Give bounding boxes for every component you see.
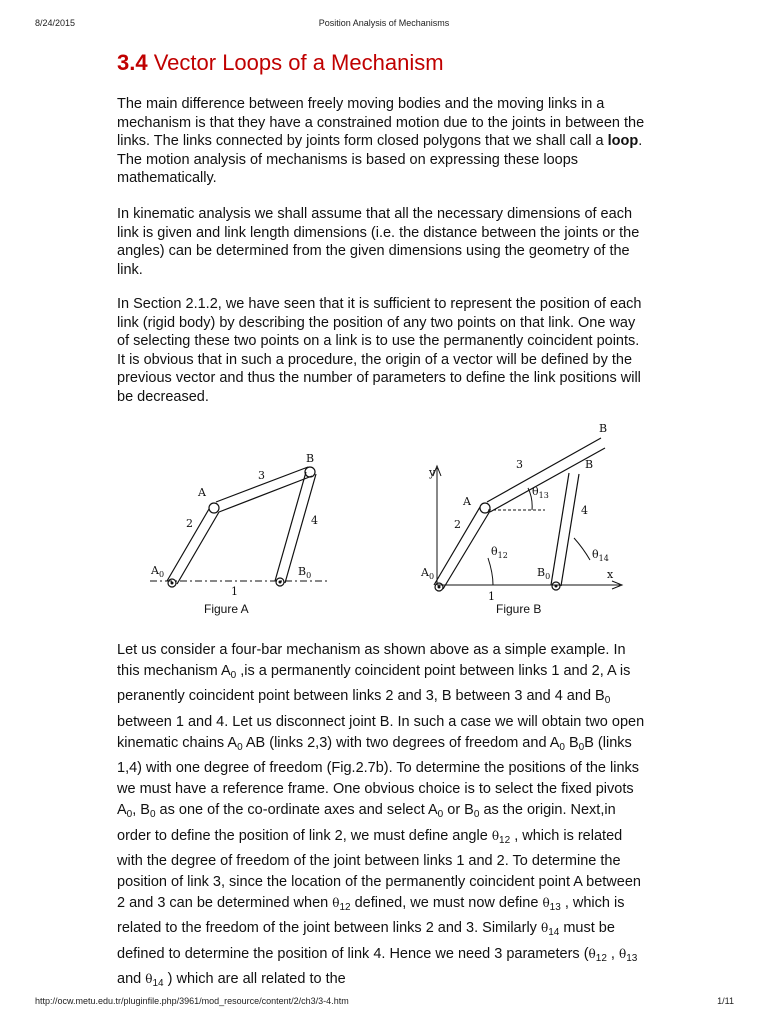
paragraph-4: Let us consider a four-bar mechanism as shown above as a simple example. In this mechanism $A_0$ ,is a permanently coincident point between links 1 and 2, A is peranently coincident point between links 2 and 3, B between 3 and 4 and $B_0$ between 1 and 4. Let us disconnect joint B. In such a case we will obtain two open kinematic chains $A_0$ AB (links 2,3) with two degrees of freedom and $A_0$ $B_0B$ (links 1,4) with one degree of freedom (Fig.2.7b). To determine the positions of the links we must have a reference frame. One obvious choice is to select the fixed pivots $A_0$, $B_0$ as one of the co-ordinate axes and select $A_0$ or $B_0$ as the origin. Next,in order to define the position of link 2, we must define angle $\theta_{12}$ , which is related with the degree of freedom of the joint between links 1 and 2. To determine the position of link 3, since the location of the permanently coincident point A between 2 and 3 can be determined when $\theta_{12}$ defined, we must now define $\theta_{13}$ , which is related to the freedom of the joint between links 2 and 3. Similarly $\theta_{14}$ must be defined to determine the position of link 4. Hence we need 3 parameters ($\theta_{12}$ , $\theta_{13}$ and $\theta_{14}$ ) which are all related to the [117,642,645,989]
label-b-link-4: 4 [581,504,588,517]
label-x-axis: x [607,568,614,581]
figure-a-caption: Figure A [204,602,249,616]
label-y-axis: y [429,466,436,479]
label-theta-13: $\theta_{13}$ [532,485,549,500]
header-date: 8/24/2015 [35,18,76,28]
label-b-link-3: 3 [516,458,523,471]
label-b0: $B_0$ [298,565,312,580]
figure-a-diagram [140,445,340,595]
figure-b-caption: Figure B [496,602,542,616]
label-b: B [306,452,315,465]
paragraph-1 [117,95,647,188]
section-number: 3.4 [117,50,148,75]
label-b-a0: $A_0$ [421,566,435,581]
section-heading [117,50,444,76]
section-title: Vector Loops of a Mechanism [153,50,444,75]
figure-b-diagram [415,418,635,603]
label-b-b0: $B_0$ [537,566,551,581]
label-link-3: 3 [258,469,265,482]
label-a0: $A_0$ [151,564,165,579]
label-b-b-right: B [585,458,594,471]
label-link-4: 4 [311,514,318,527]
label-theta-12: $\theta_{12}$ [491,545,508,560]
p1-text: The main difference between freely moving bodies and the moving links in a mechanism is that they have a constrained motion due to the joints in between the links. The links connected by joints form closed polygons that we shall call a [117,96,645,150]
label-a: A [198,486,206,499]
label-b-b-top: B [599,422,608,435]
header-page-title: Position Analysis of Mechanisms [318,18,450,28]
p1-text-end: . The motion analysis of mechanisms is based on expressing these loops mathematically. [117,133,643,187]
label-b-a: A [463,495,471,508]
paragraph-2: In kinematic analysis we shall assume that all the necessary dimensions of each link is given and link length dimensions (i.e. the distance between the joints or the angles) can be determined from the given dimensions using the geometry of the link. [117,206,640,278]
label-b-link-1: 1 [488,590,495,603]
p1-bold-loop: loop [607,133,639,150]
label-theta-14: $\theta_{14}$ [592,548,609,563]
label-link-1: 1 [231,585,238,595]
label-link-2: 2 [186,517,193,530]
paragraph-3: In Section 2.1.2, we have seen that it is sufficient to represent the position of each link (rigid body) by describing the position of any two points on that link. One way of selecting these two points on a link is to use the permanently coincident points. It is obvious that in such a procedure, the origin of a vector will be defined by the previous vector and thus the number of parameters to define the link positions will be decreased. [117,296,642,405]
footer-page-number: 1/11 [717,996,734,1006]
label-b-link-2: 2 [454,518,461,531]
footer-url[interactable]: http://ocw.metu.edu.tr/pluginfile.php/3961/mod_resource/content/2/ch3/3-4.htm [35,996,349,1006]
